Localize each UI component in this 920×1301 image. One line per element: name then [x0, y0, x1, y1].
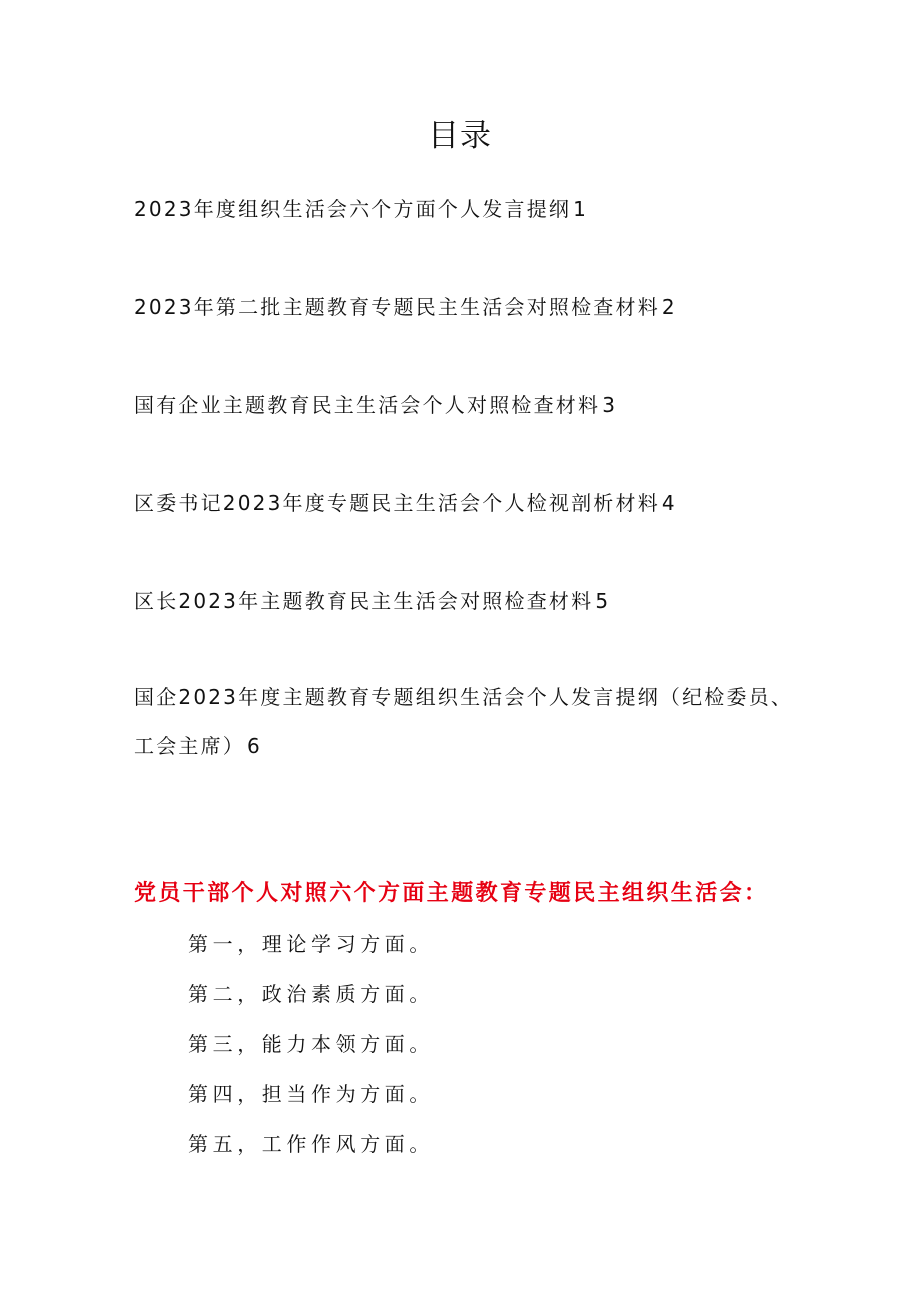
- aspect-item: 第四，担当作为方面。: [188, 1082, 434, 1106]
- toc-page-number: 2: [661, 295, 675, 319]
- toc-page-number: 4: [661, 491, 675, 515]
- toc-entry[interactable]: [134, 183, 586, 235]
- toc-entry[interactable]: [134, 477, 675, 529]
- toc-page-number: 3: [602, 393, 615, 417]
- toc-entry-text: 区长2023年主题教育民主生活会对照检查材料: [134, 589, 594, 613]
- page-title: 目录: [428, 118, 492, 154]
- aspect-item: 第一，理论学习方面。: [188, 932, 434, 956]
- toc-entry[interactable]: [134, 671, 793, 723]
- toc-entry-text: 工会主席）: [134, 734, 245, 758]
- toc-page-number: 6: [247, 734, 260, 758]
- toc-entry[interactable]: [134, 379, 615, 431]
- toc-page-number: 1: [573, 197, 586, 221]
- toc-entry[interactable]: [134, 281, 675, 333]
- toc-entry-continuation[interactable]: [134, 720, 260, 772]
- section-heading: 党员干部个人对照六个方面主题教育专题民主组织生活会：: [134, 881, 769, 906]
- aspect-item: 第五，工作作风方面。: [188, 1132, 434, 1156]
- toc-entry-text: 区委书记2023年度专题民主生活会个人检视剖析材料: [134, 491, 660, 515]
- toc-entry-text: 2023年度组织生活会六个方面个人发言提纲: [134, 197, 572, 221]
- toc-entry[interactable]: [134, 575, 608, 627]
- toc-entry-text: 2023年第二批主题教育专题民主生活会对照检查材料: [134, 295, 660, 319]
- aspect-item: 第二，政治素质方面。: [188, 982, 434, 1006]
- toc-entry-text: 国有企业主题教育民主生活会个人对照检查材料: [134, 393, 601, 417]
- aspect-item: 第三，能力本领方面。: [188, 1032, 434, 1056]
- toc-page-number: 5: [595, 589, 609, 613]
- toc-entry-text: 国企2023年度主题教育专题组织生活会个人发言提纲（纪检委员、: [134, 685, 794, 709]
